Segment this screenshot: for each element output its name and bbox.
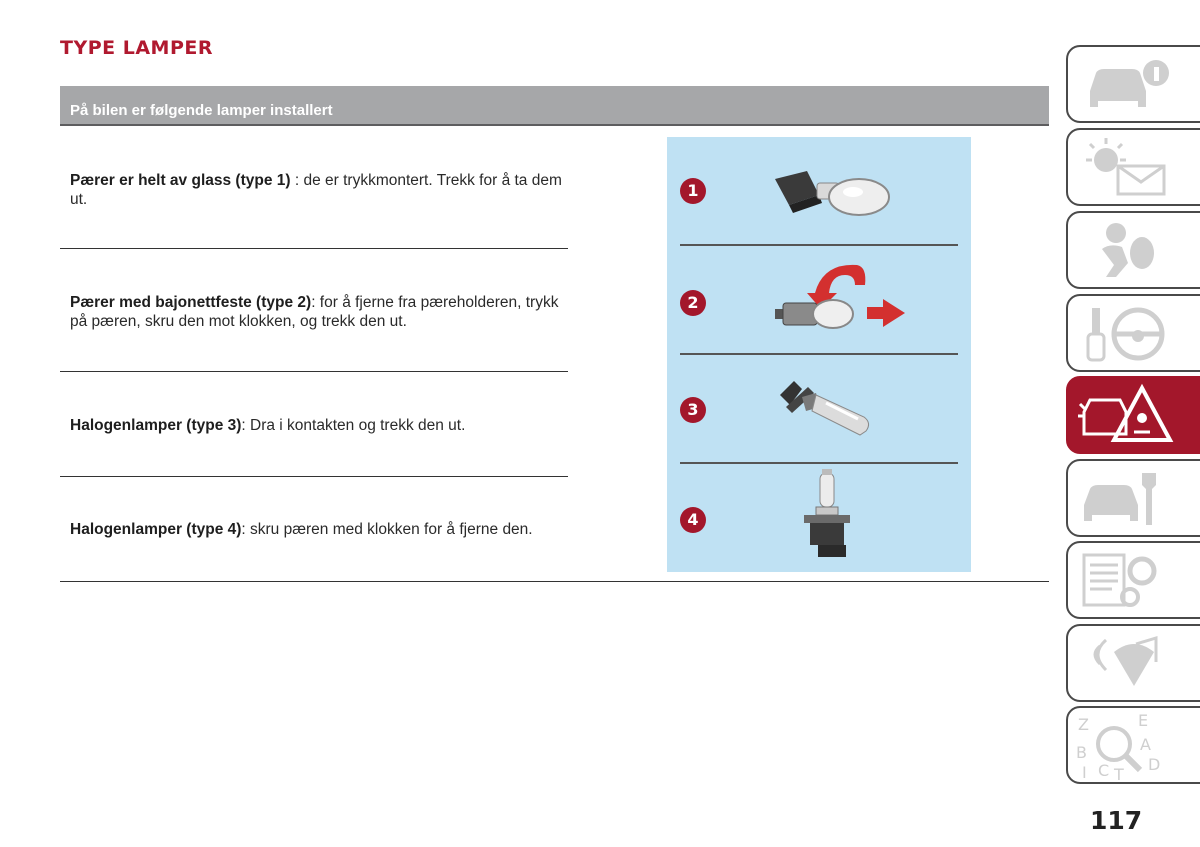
- multimedia-music-icon: [1076, 630, 1176, 696]
- tab-safety[interactable]: [1066, 211, 1200, 289]
- lamp-type-4-row: [60, 520, 568, 539]
- lamp-type-3-text: : Dra i kontakten og trekk den ut.: [241, 417, 466, 434]
- key-steering-wheel-icon: [1076, 300, 1176, 366]
- lamp-type-2-row: [60, 293, 568, 331]
- lamp-type-4-label: Halogenlamper (type 4): [70, 521, 242, 538]
- row-divider: [60, 248, 568, 249]
- lamp-type-1-text: : de er trykkmontert. Trekk for å ta dem ut.: [70, 172, 562, 208]
- lamp-type-4-text: : skru pæren med klokken for å fjerne den.: [241, 521, 533, 538]
- index-letter: B: [1076, 743, 1087, 762]
- tab-vehicle-info[interactable]: [1066, 45, 1200, 123]
- tab-index[interactable]: [1066, 706, 1200, 784]
- lights-envelope-icon: [1076, 134, 1176, 200]
- table-bottom-rule: [60, 581, 1049, 582]
- tab-multimedia[interactable]: [1066, 624, 1200, 702]
- index-letter: D: [1148, 755, 1161, 774]
- index-letter: E: [1138, 712, 1149, 730]
- row-divider: [60, 371, 568, 372]
- lamp-type-3-row: [60, 416, 568, 435]
- airbag-seat-icon: [1076, 217, 1176, 283]
- spec-list-gear-icon: [1076, 547, 1176, 613]
- tab-emergency[interactable]: [1066, 376, 1200, 454]
- car-warning-triangle-icon: [1076, 382, 1176, 448]
- lamp-types-illustration: [667, 137, 971, 572]
- index-letter: T: [1114, 765, 1124, 782]
- figure-badge-4: 4: [680, 507, 706, 533]
- lamp-type-1-label: Pærer er helt av glass (type 1): [70, 172, 291, 189]
- halogen-h7-bulb-icon: [772, 367, 882, 447]
- index-letter: C: [1098, 761, 1110, 780]
- index-letter: Z: [1078, 715, 1089, 734]
- bayonet-bulb-icon: [767, 257, 917, 342]
- figure-divider: [680, 462, 958, 464]
- figure-divider: [680, 353, 958, 355]
- halogen-h11-bulb-icon: [792, 467, 872, 562]
- lamp-type-2-text: : for å fjerne fra pæreholderen, trykk på pæren, skru den mot klokken, og trekk den ut.: [70, 294, 559, 330]
- lamp-type-3-label: Halogenlamper (type 3): [70, 417, 242, 434]
- lamp-type-2-label: Pærer med bajonettfeste (type 2): [70, 294, 312, 311]
- alphabetic-index-icon: [1076, 712, 1176, 782]
- figure-badge-2: 2: [680, 290, 706, 316]
- figure-badge-3: 3: [680, 397, 706, 423]
- section-title: TYPE LAMPER: [60, 37, 213, 59]
- row-divider: [60, 476, 568, 477]
- page-number: 117: [1090, 806, 1143, 835]
- glass-wedge-bulb-icon: [767, 159, 897, 229]
- index-letter: A: [1140, 735, 1151, 754]
- tab-lights-messages[interactable]: [1066, 128, 1200, 206]
- tab-maintenance[interactable]: [1066, 459, 1200, 537]
- index-letter: I: [1082, 763, 1087, 782]
- tab-starting-driving[interactable]: [1066, 294, 1200, 372]
- tab-technical-data[interactable]: [1066, 541, 1200, 619]
- car-info-icon: [1076, 51, 1176, 117]
- car-wrench-icon: [1076, 465, 1176, 531]
- figure-badge-1: 1: [680, 178, 706, 204]
- figure-divider: [680, 244, 958, 246]
- lamp-type-1-row: [60, 171, 568, 209]
- table-heading-band: På bilen er følgende lamper installert: [60, 86, 1049, 126]
